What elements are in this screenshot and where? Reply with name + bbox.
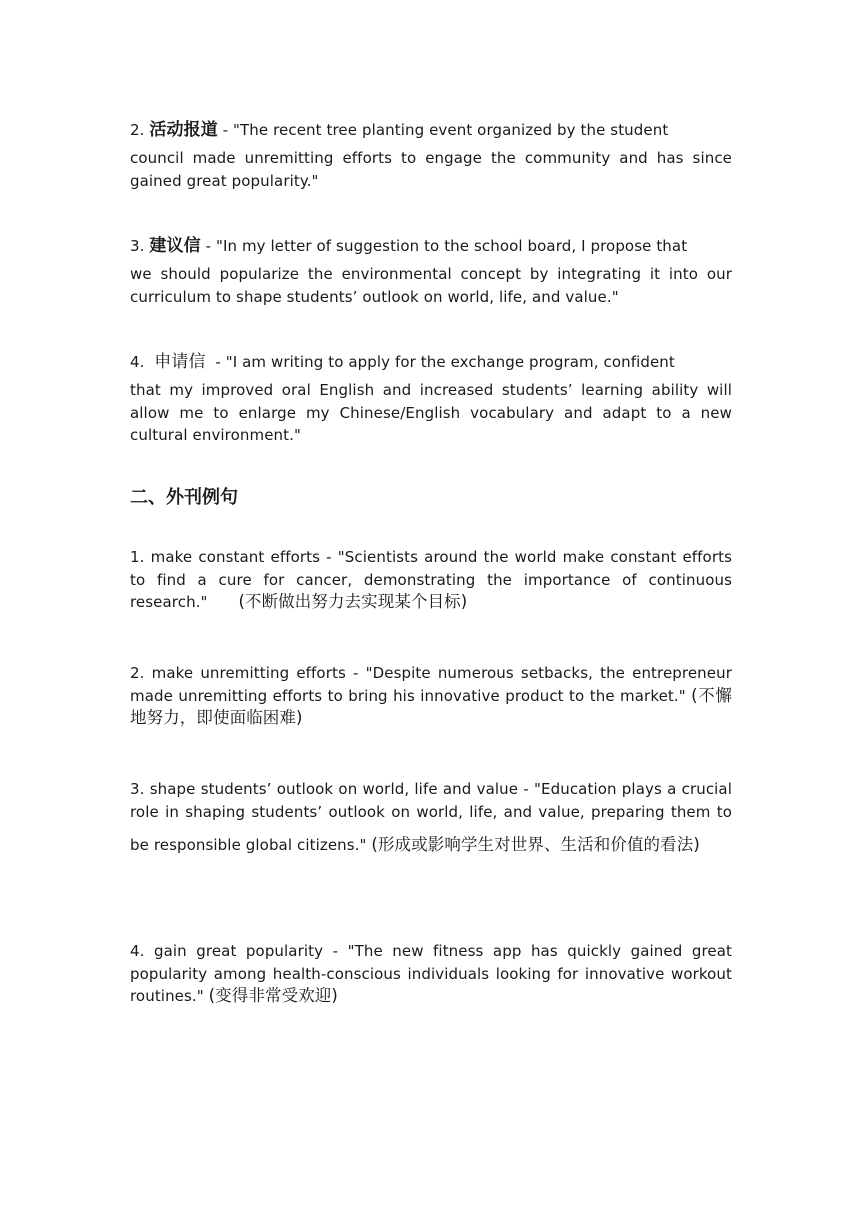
item-quote-rest: council made unremitting efforts to engage the community and has since gained great popularity."	[130, 149, 732, 190]
example-sentence-4	[130, 940, 732, 1008]
item-quote-start: "In my letter of suggestion to the school board, I propose that	[215, 237, 688, 255]
suggestion-letter-paragraph	[130, 230, 732, 308]
chinese-translation: (不断做出努力去实现某个目标)	[238, 592, 468, 611]
item-number: 2.	[130, 121, 145, 139]
item-quote-rest: we should popularize the environmental concept by integrating it into our curriculum to shape students’ outlook on world, life, and value."	[130, 265, 732, 306]
chinese-translation: (形成或影响学生对世界、生活和价值的看法)	[371, 835, 700, 854]
item-dash: -	[200, 237, 216, 255]
example-text: 3. shape students’ outlook on world, life and value - "Education plays a crucial role in shaping students’ outlook on world, life, and value, preparing them to be responsible global citizens."	[130, 780, 732, 854]
example-sentence-2	[130, 662, 732, 730]
report-example-paragraph	[130, 114, 732, 192]
item-quote-start: "The recent tree planting event organized by the student	[233, 121, 669, 139]
paragraph-first-line	[130, 230, 732, 263]
paragraph-first-line	[130, 114, 732, 147]
example-text: 4. gain great popularity - "The new fitness app has quickly gained great popularity among health-conscious individuals looking for innovative workout routines."	[130, 942, 732, 1005]
chinese-translation: (不懈地努力，即使面临困难)	[130, 685, 732, 727]
item-dash: -	[217, 121, 234, 139]
section-heading: 二、外刊例句	[130, 487, 238, 508]
item-quote-start: "I am writing to apply for the exchange program, confident	[225, 353, 675, 371]
example-sentence-1	[130, 546, 732, 614]
item-number: 3.	[130, 237, 145, 255]
item-number: 4.	[130, 353, 145, 371]
example-text: 2. make unremitting efforts - "Despite numerous setbacks, the entrepreneur made unremitting efforts to bring his innovative product to the market."	[130, 664, 732, 705]
item-heading: 建议信	[149, 236, 201, 256]
item-quote-rest: that my improved oral English and increased students’ learning ability will allow me to enlarge my Chinese/English vocabulary and adapt to a new cultural environment."	[130, 381, 732, 444]
item-heading: 申请信	[154, 352, 206, 372]
paragraph-first-line	[130, 346, 732, 379]
example-sentence-3	[130, 778, 732, 867]
chinese-translation: (变得非常受欢迎)	[208, 986, 338, 1005]
application-letter-paragraph	[130, 346, 732, 447]
item-dash: -	[210, 353, 226, 371]
item-heading: 活动报道	[149, 120, 218, 140]
example-text: 1. make constant efforts - "Scientists around the world make constant efforts to find a cure for cancer, demonstrating the importance of continuous research."	[130, 548, 732, 611]
